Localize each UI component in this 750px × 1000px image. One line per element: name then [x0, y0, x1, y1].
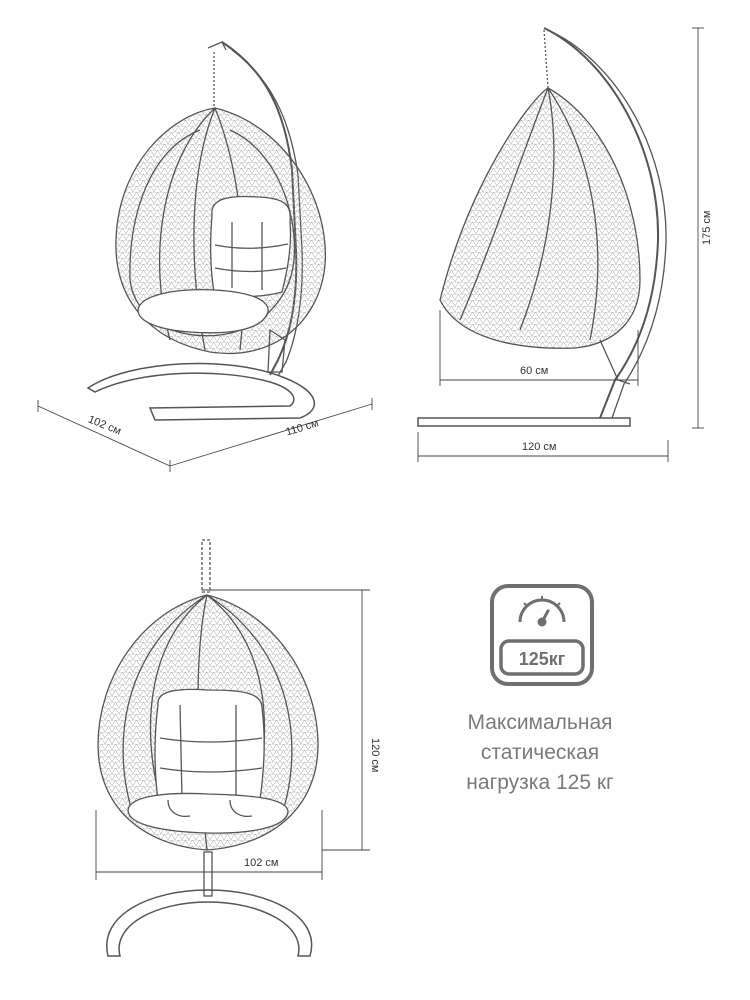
front-view	[98, 540, 318, 956]
front-base	[107, 890, 312, 956]
perspective-cushion-seat	[138, 290, 268, 333]
perspective-dimensions	[38, 398, 372, 472]
side-height-label: 175 см	[701, 210, 713, 245]
front-cushion-back	[155, 689, 264, 804]
perspective-width-label: 110 см	[284, 417, 321, 439]
side-basket	[440, 88, 640, 348]
caption-line-1: Максимальная	[467, 711, 613, 734]
perspective-view	[88, 42, 325, 420]
front-height-label: 120 см	[369, 738, 381, 773]
caption-line-2: статическая	[480, 741, 600, 764]
badge-value: 125кг	[518, 649, 566, 669]
scale-gauge-icon	[520, 596, 564, 625]
side-chain	[544, 30, 548, 88]
caption-line-3: нагрузка 125 кг	[466, 771, 614, 794]
front-chain	[202, 540, 210, 592]
perspective-depth-label: 102 см	[86, 413, 123, 438]
front-cushion-seat	[128, 793, 288, 833]
side-seat-width-label: 60 см	[520, 365, 549, 377]
side-base	[418, 418, 630, 426]
max-load-caption	[420, 708, 660, 798]
side-base-length-label: 120 см	[522, 441, 557, 453]
load-badge	[492, 586, 592, 684]
front-width-label: 102 см	[244, 857, 279, 869]
